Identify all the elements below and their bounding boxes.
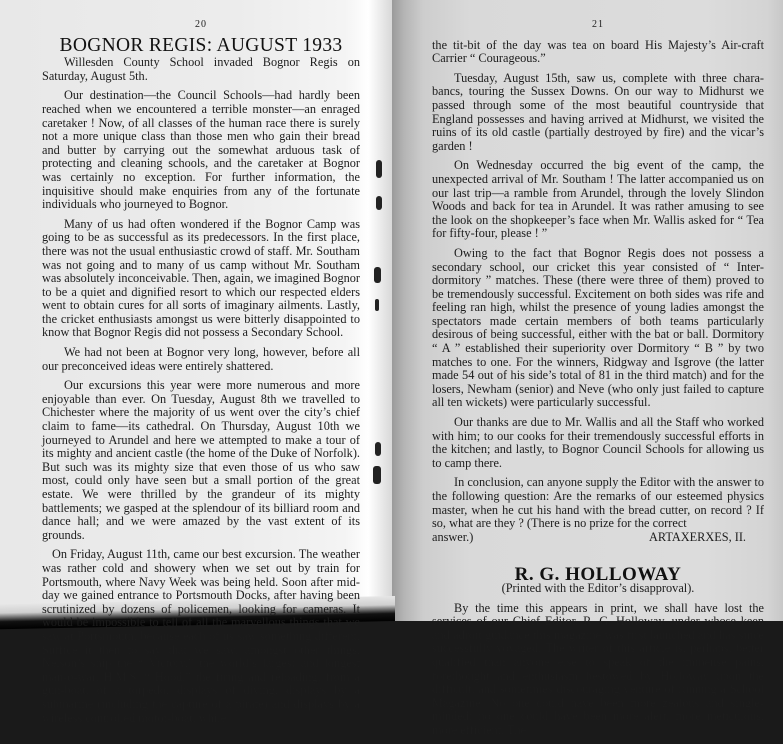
paragraph: Tuesday, August 15th, saw us, complete with three chara-bancs, touring the Sussex Downs. On our way to Midhurst we passed through some of the most beautiful countryside that England possesses and having arrived at Midhurst, we visited the ruins of its old castle (partially destroyed by fire) and the vicar’s garden !	[432, 70, 764, 153]
author-signature: ARTAXERXES, II.	[649, 529, 746, 544]
page-number: 20	[195, 19, 207, 30]
ink-mark	[373, 466, 381, 484]
paragraph: the tit-bit of the day was tea on board His Majesty’s Air-craft Carrier “ Courageous.”	[432, 37, 764, 66]
section-title: R. G. HOLLOWAY	[514, 564, 682, 586]
paragraph: We had not been at Bognor very long, however, before all our preconceived ideas were entirely shattered.	[42, 345, 360, 373]
ink-mark	[375, 299, 379, 311]
paragraph: On Wednesday occurred the big event of the camp, the unexpected arrival of Mr. Southam ! The latter accompanied us on our last trip—a ramble from Arundel, through the lovely Slindon Woods and back for tea in Arundel. It was rather amusing to see the look on the shopkeeper’s face when Mr. Wallis asked for “ Tea for fifty-four, please ! ”	[432, 158, 764, 241]
paragraph: By the time this appears in print, we shall have lost the services of our Chief Editor, R. G. Holloway, under whose keen and adroit guidance this magazine was first launched and has since successfully voyaged. The writer of this article is, perhaps, better qualified than anyone else to speak of the immense pains, forethought and enthusiasm bestowed by Holloway upon the difficult, and sometimes discouraging venture of running a School Magazine. No one could have been more zealous and single-minded: no one could have been more alert, more meticulous, more efficient. The	[432, 600, 764, 737]
paragraph: Our destination—the Council Schools—had hardly been reached when we encountered a terrible monster—an enraged caretaker ! Now, of all classes of the human race there is surely not a more unique class than those men who gain their bread and butter by carrying out the somewhat arduous task of protecting and cleaning schools, and the caretaker at Bognor was certainly no exception. For further information, the inquisitive should make enquiries from any of the fortunate individuals who journeyed to Bognor.	[42, 88, 360, 212]
paragraph: In conclusion, can anyone supply the Editor with the answer to the following question: Are the remarks of our esteemed physics master, when he cut his hand with the bread cutter, on record ? If so, what are they ? (There is no prize for the correct	[432, 475, 764, 531]
closing-text: answer.)	[432, 529, 474, 544]
ink-mark	[376, 160, 382, 178]
paragraph: Willesden County School invaded Bognor Regis on Saturday, August 5th.	[42, 55, 360, 83]
gutter-ink-marks	[370, 0, 400, 621]
ink-mark	[376, 196, 382, 210]
right-page-content	[432, 14, 764, 744]
paragraph: Many of us had often wondered if the Bognor Camp was going to be as successful as its predecessors. In the first place, there was not the usual enthusiastic crowd of staff. Mr. Southam was not going and to many of us camp without Mr. Southam was absolutely inconceivable. Then, again, we imagined Bognor to be a quiet and dignified resort to which our respected elders went to obtain cures for all sorts of imaginary ailments. Lastly, the cricket enthusiasts amongst us were bitterly disappointed to know that Bognor Regis did not possess a Secondary School.	[42, 216, 360, 340]
paragraph: Owing to the fact that Bognor Regis does not possess a secondary school, our cricket this year consisted of “ Inter-dormitory ” matches. These (there were three of them) proved to be tremendously successful. Excitement on both sides was rife and feeling ran high, whilst the presence of young ladies amongst the spectators made certain members of both teams particularly desirous of being successful, either with the bat or ball. Dormitory “ A ” established their superiority over Dormitory “ B ” by two matches to one. For the winners, Ridgway and Isgrove (the latter made 54 out of his side’s total of 81 in the third match) and for the losers, Newham (senior) and Neve (who only just failed to capture all ten wickets) were particularly successful.	[432, 245, 764, 410]
ink-mark	[375, 442, 381, 456]
article-title: BOGNOR REGIS: AUGUST 1933	[59, 34, 343, 56]
signature-row	[432, 531, 764, 545]
section-subtitle: (Printed with the Editor’s disapproval).	[501, 580, 695, 595]
paragraph: On Friday, August 11th, came our best excursion. The weather was rather cold and showery when we set out by train for Portsmouth, where Navy Week was being held. Soon after mid-day we gained entrance to Portsmouth Docks, after having been scrutinized by dozens of policemen, looking for cameras. It would be impossible to tell of all the marvellous things that we saw at Portsmouth, because each of us saw something different. Suffice it then to say that we saw, amongst other things, Nelson’s ship the “ Victory,” the world’s largest and longest man-o-war, H.M.S. “ Hood,” the firing and reloading, from a gun-boat, of a torpedo, displays of diving, displays by a submarine (including the capture of a pirate) and displays by a wireless controlled motor-boat, while	[42, 547, 360, 725]
ink-mark	[374, 267, 381, 283]
paragraph: Our thanks are due to Mr. Wallis and all the Staff who worked with him; to our cooks for their tremendously successful efforts in the kitchen; and lastly, to Bognor Council Schools for allowing us to camp there.	[432, 415, 764, 470]
left-page-content	[42, 14, 360, 731]
paragraph: Our excursions this year were more numerous and more enjoyable than ever. On Tuesday, August 8th we travelled to Chichester where the majority of us went over the city’s chief claim to fame—its cathedral. On Thursday, August 10th we journeyed to Arundel and here we attempted to make a tour of its mighty and ancient castle (the home of the Duke of Norfolk). But such was its mighty size that even those of us who saw most, could only have seen but a small portion of the great estate. We were thrilled by the grandeur of its mighty battlements; we gasped at the splendour of its billiard room and dance hall; and we were amazed by the vast extent of its grounds.	[42, 378, 360, 542]
page-number: 21	[592, 19, 604, 30]
